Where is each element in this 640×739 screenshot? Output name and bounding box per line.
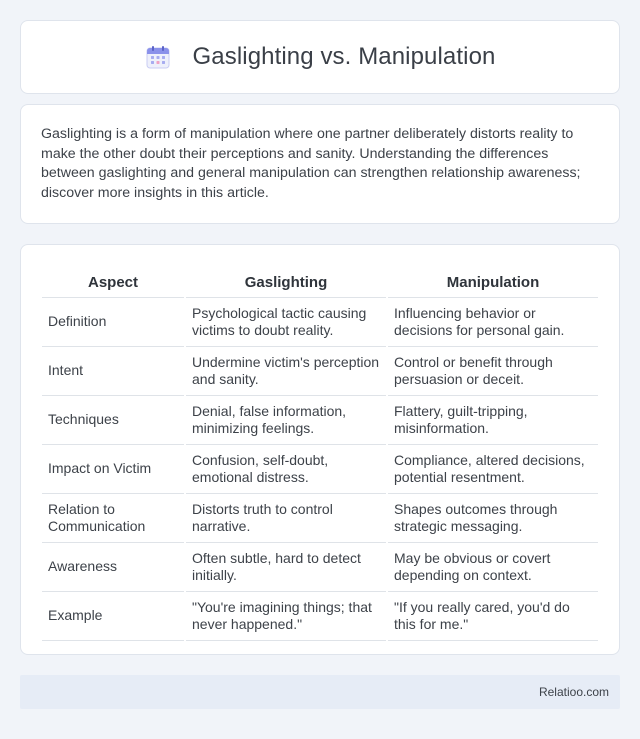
footer-brand-link[interactable]: Relatioo.com [538, 685, 609, 699]
gaslighting-cell: Often subtle, hard to detect initially. [186, 543, 386, 592]
table-row [42, 592, 598, 641]
table-row [42, 445, 598, 494]
table-row [42, 494, 598, 543]
comparison-card [20, 244, 620, 655]
calendar-icon [145, 44, 171, 70]
manipulation-cell: Shapes outcomes through strategic messaging. [388, 494, 598, 543]
column-header-gaslighting: Gaslighting [186, 265, 386, 298]
intro-card [20, 104, 620, 224]
table-row [42, 298, 598, 347]
column-header-aspect: Aspect [42, 265, 184, 298]
gaslighting-cell: Denial, false information, minimizing feelings. [186, 396, 386, 445]
gaslighting-cell: Undermine victim's perception and sanity. [186, 347, 386, 396]
manipulation-cell: "If you really cared, you'd do this for me." [388, 592, 598, 641]
gaslighting-cell: "You're imagining things; that never happened." [186, 592, 386, 641]
gaslighting-cell: Psychological tactic causing victims to doubt reality. [186, 298, 386, 347]
manipulation-cell: Influencing behavior or decisions for personal gain. [388, 298, 598, 347]
aspect-cell: Impact on Victim [42, 445, 184, 494]
table-row [42, 347, 598, 396]
title-wrap [145, 43, 496, 71]
gaslighting-cell: Confusion, self-doubt, emotional distress. [186, 445, 386, 494]
table-header-row [42, 265, 598, 298]
gaslighting-cell: Distorts truth to control narrative. [186, 494, 386, 543]
intro-paragraph: Gaslighting is a form of manipulation where one partner deliberately distorts reality to make the other doubt their perceptions and sanity. Understanding the differences between gaslighting and general manipulation can strengthen relationship awareness; discover more insights in this article. [41, 126, 581, 201]
aspect-cell: Techniques [42, 396, 184, 445]
page-title: Gaslighting vs. Manipulation [192, 43, 496, 70]
aspect-cell: Awareness [42, 543, 184, 592]
footer-bar [20, 675, 620, 709]
title-card [20, 20, 620, 94]
aspect-cell: Relation to Communication [42, 494, 184, 543]
aspect-cell: Definition [42, 298, 184, 347]
aspect-cell: Intent [42, 347, 184, 396]
manipulation-cell: May be obvious or covert depending on context. [388, 543, 598, 592]
column-header-manipulation: Manipulation [388, 265, 598, 298]
comparison-table [40, 265, 600, 641]
aspect-cell: Example [42, 592, 184, 641]
manipulation-cell: Compliance, altered decisions, potential resentment. [388, 445, 598, 494]
manipulation-cell: Control or benefit through persuasion or deceit. [388, 347, 598, 396]
table-row [42, 543, 598, 592]
table-row [42, 396, 598, 445]
manipulation-cell: Flattery, guilt-tripping, misinformation. [388, 396, 598, 445]
